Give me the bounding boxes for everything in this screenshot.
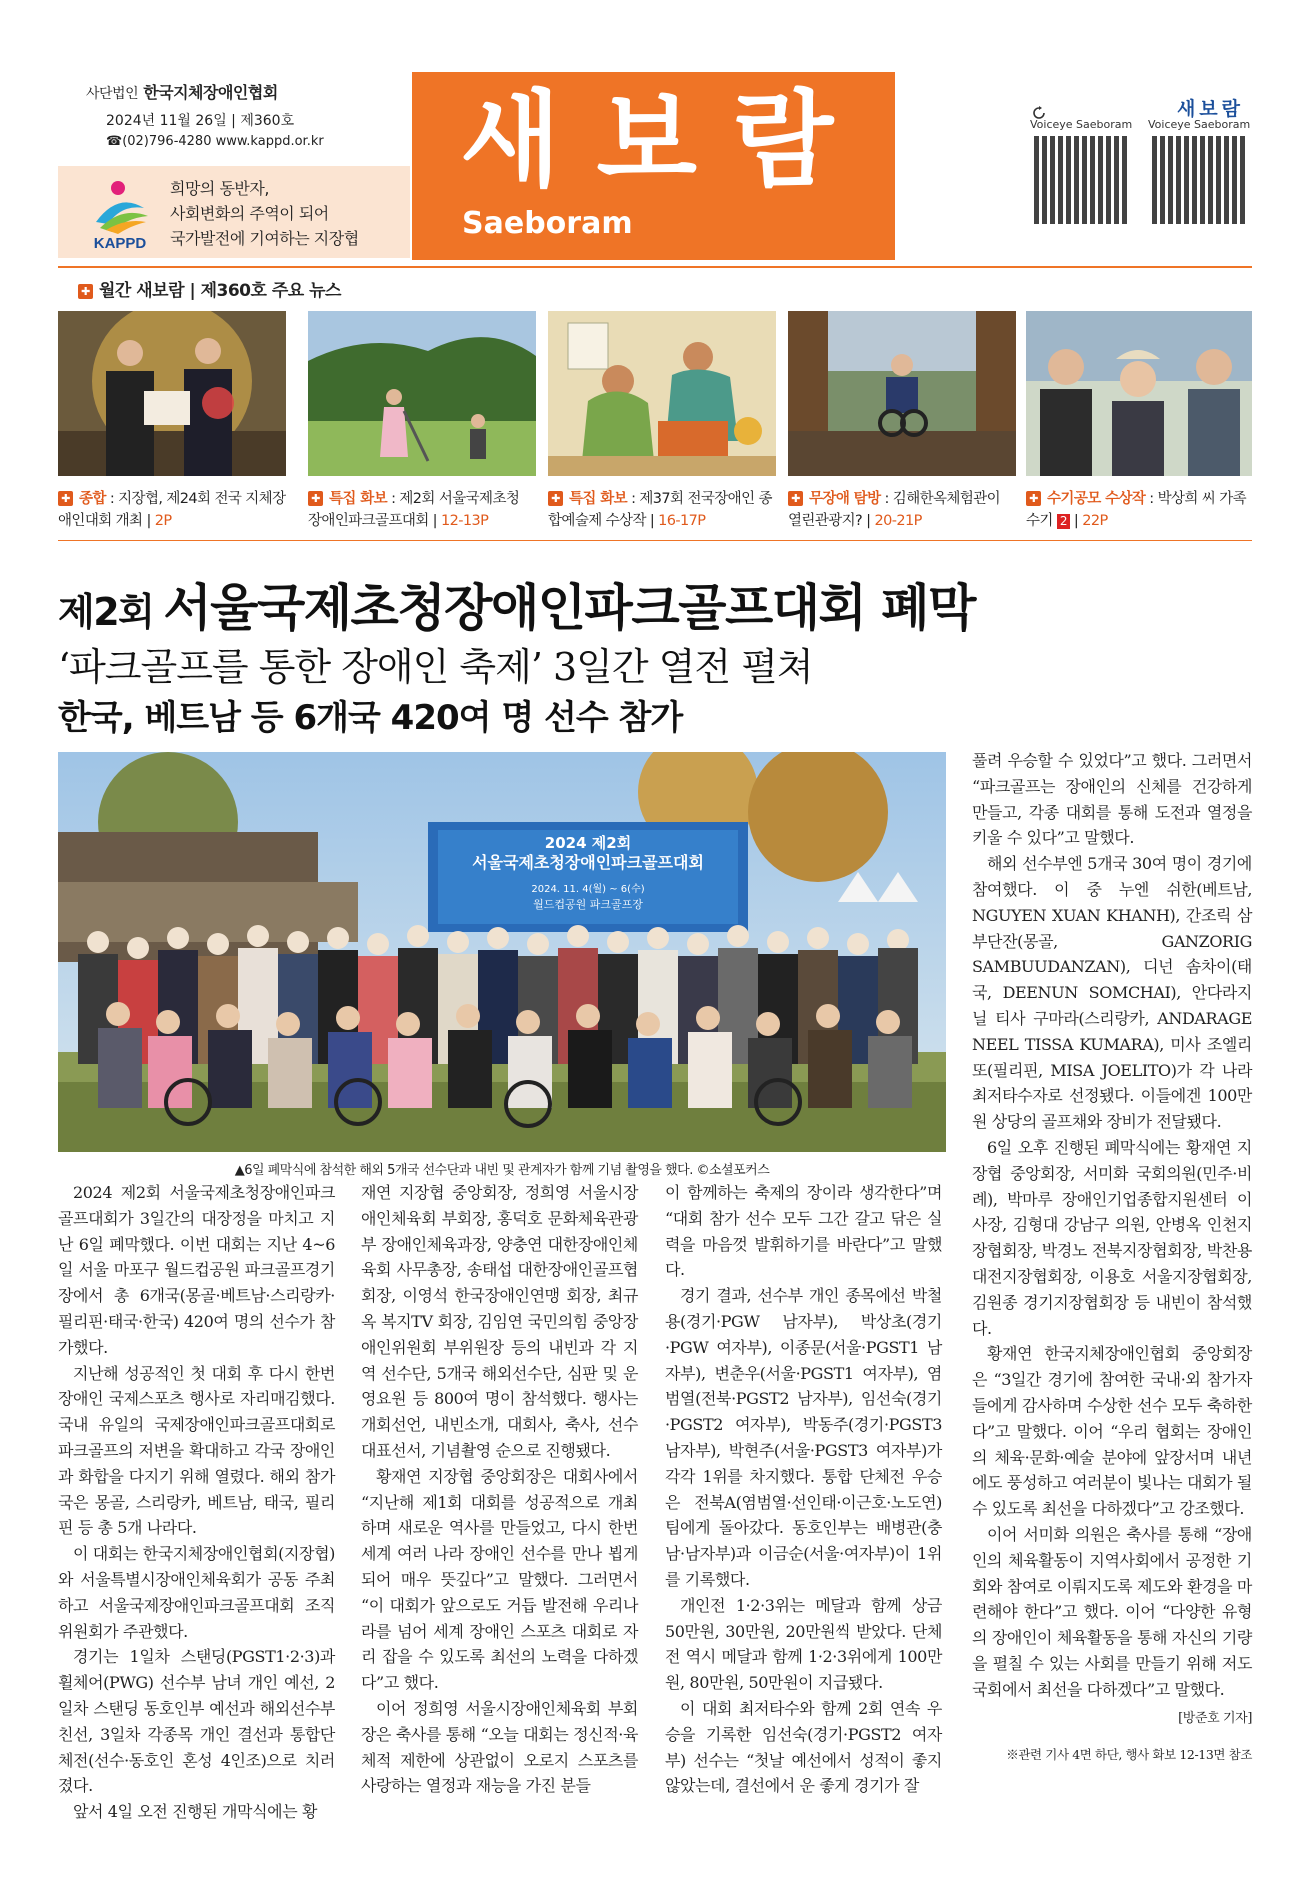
caption-3-text: 제37회 전국장애인 종합예술제 수상작: [548, 491, 772, 529]
paragraph: 2024 제2회 서울국제초청장애인파크골프대회가 3일간의 대장정을 마치고 지난 6일 폐막했다. 이번 대회는 지난 4~6일 서울 마포구 월드컵공원 파크골프경기장에서 총 6개국(몽골·베트남·스리랑카·필리핀·태국·한국) 420여 명의 선수가 참가했다.: [58, 1183, 335, 1357]
byline: [방준호 기자]: [1178, 1711, 1252, 1727]
thumb-3[interactable]: [548, 311, 776, 476]
headline: [58, 568, 975, 640]
paragraph: 이 함께하는 축제의 장이라 생각한다”며 “대회 참가 선수 모두 그간 갈고 닦은 실력을 마음껏 발휘하기를 바란다”고 말했다.: [665, 1183, 942, 1280]
header-divider: [58, 266, 1252, 268]
slogan-box: [58, 166, 410, 258]
body-column-2: [361, 1180, 638, 1799]
strip-divider: [58, 540, 1252, 541]
thumb-1[interactable]: [58, 311, 286, 476]
caption-2-category: 특집 화보: [329, 491, 388, 507]
paragraph: 황재연 한국지체장애인협회 중앙회장은 “3일간 경기에 참여한 국내·외 참가자들에게 감사하며 수상한 선수 모두 축하한다”고 말했다. 이어 “우리 협회는 장애인의 체육·문화·예술 분야에 앞장서며 내년에도 풍성하고 여러분이 빛나는 대회가 될 수 있도록 최선을 다하겠다”고 강조했다.: [972, 1344, 1252, 1519]
caption-2-sep: :: [387, 491, 400, 507]
voiceye-label-2: Voiceye Saeboram: [1148, 118, 1251, 131]
kappd-logo-icon: [82, 178, 158, 250]
strip-marker-icon: ✚: [78, 284, 93, 299]
subheadline-1: ‘파크골프를 통한 장애인 축제’ 3일간 열전 펼쳐: [58, 645, 813, 689]
thumb-4-image: [788, 311, 1016, 476]
slogan-line-1: 희망의 동반자,: [170, 179, 269, 198]
thumb-3-image: [548, 311, 776, 476]
thumb-4[interactable]: [788, 311, 1016, 476]
caption-4[interactable]: ✚ 무장애 탐방 : 김해한옥체험관이 열린관광지? | 20-21P: [788, 491, 1001, 529]
slogan-text: [170, 176, 359, 251]
caption-1-page: 2P: [154, 513, 172, 529]
paragraph: 이 대회 최저타수와 함께 2회 연속 우승을 기록한 임선숙(경기·PGST2 여자부) 선수는 “첫날 예선에서 성적이 좋지 않았는데, 결선에서 운 좋게 경기가 잘: [665, 1698, 942, 1796]
slogan-line-3: 국가발전에 기여하는 지장협: [170, 229, 359, 248]
caption-marker-icon: ✚: [1026, 491, 1041, 506]
thumb-2-image: [308, 311, 536, 476]
caption-4-page: 20-21P: [874, 513, 922, 529]
thumb-5-image: [1026, 311, 1252, 476]
newspaper-title: 새보람: [460, 79, 870, 201]
voiceye-label-1: Voiceye Saeboram: [1030, 118, 1133, 131]
caption-marker-icon: ✚: [548, 491, 563, 506]
paragraph: 이어 정희영 서울시장애인체육회 부회장은 축사를 통해 “오늘 대회는 정신적·육체적 제한에 상관없이 오로지 스포츠를 사랑하는 열정과 재능을 가진 분들: [361, 1698, 638, 1796]
caption-1-category: 종합: [79, 491, 106, 507]
caption-5-text: 박상희 씨 가족 수기: [1026, 491, 1247, 529]
caption-1-sep: :: [105, 491, 119, 507]
voiceye-code-right: [1152, 136, 1248, 224]
paragraph: 앞서 4일 오전 진행된 개막식에는 황: [73, 1802, 317, 1822]
photo-banner-line-2: 서울국제초청장애인파크골프대회: [472, 853, 704, 872]
paragraph: 재연 지장협 중앙회장, 정희영 서울시장애인체육회 부회장, 홍덕호 문화체육관광부 장애인체육과장, 양충연 대한장애인체육회 사무총장, 송태섭 대한장애인골프협회장, 이영석 한국장애인연맹 회장, 최규옥 복지TV 회장, 김임연 국민의힘 중앙장애인위원회 부위원장 등의 내빈과 각 지역 선수단, 5개국 해외선수단, 심판 및 운영요원 등 800여 명이 참석했다. 행사는 개회선언, 내빈소개, 대회사, 축사, 선수 대표선서, 기념촬영 순으로 진행됐다.: [361, 1183, 638, 1460]
paragraph: 이 대회는 한국지체장애인협회(지장협)와 서울특별시장애인체육회가 공동 주최하고 서울국제장애인파크골프대회 조직위원회가 주관했다.: [58, 1544, 335, 1641]
photo-banner-line-3: 2024. 11. 4(월) ~ 6(수): [531, 884, 645, 895]
caption-5[interactable]: ✚ 수기공모 수상작 : 박상희 씨 가족 수기 2 | 22P: [1026, 491, 1247, 529]
subheadline-2: 한국, 베트남 등 6개국 420여 명 선수 참가: [58, 698, 683, 738]
caption-1[interactable]: ✚ 종합 : 지장협, 제24회 전국 지체장애인대회 개최 | 2P: [58, 491, 286, 529]
paragraph: 이어 서미화 의원은 축사를 통해 “장애인의 체육활동이 지역사회에서 공정한 기회와 참여로 이뤄지도록 제도와 환경을 마련해야 한다”고 했다. 이어 “다양한 유형의 장애인이 체육활동을 통해 자신의 기량을 펼칠 수 있는 사회를 만들기 위해 저도 국회에서 최선을 다하겠다”고 말했다.: [972, 1524, 1252, 1699]
strip-title: [78, 276, 341, 301]
publisher: [86, 80, 278, 103]
main-photo: [58, 752, 946, 1152]
caption-1-text: 지장협, 제24회 전국 지체장애인대회 개최: [58, 491, 286, 529]
voiceye-code: [1030, 92, 1252, 232]
publisher-name: 한국지체장애인협회: [143, 83, 278, 102]
caption-5-category: 수기공모 수상작: [1047, 491, 1146, 507]
caption-5-badge: 2: [1057, 514, 1070, 529]
publisher-prefix: 사단법인: [86, 86, 139, 102]
caption-marker-icon: ✚: [788, 491, 803, 506]
caption-4-sep: :: [880, 491, 893, 507]
photo-banner-line-1: 2024 제2회: [544, 834, 632, 852]
caption-marker-icon: ✚: [58, 491, 73, 506]
logo-text: KAPPD: [93, 235, 147, 250]
caption-3-category: 특집 화보: [569, 491, 628, 507]
caption-marker-icon: ✚: [308, 491, 323, 506]
photo-banner-line-4: 월드컵공원 파크골프장: [533, 898, 643, 911]
caption-2-text: 제2회 서울국제초청 장애인파크골프대회: [308, 491, 520, 529]
caption-3[interactable]: ✚ 특집 화보 : 제37회 전국장애인 종합예술제 수상작 | 16-17P: [548, 491, 772, 529]
voiceye-title: 새보람: [1176, 98, 1244, 120]
thumb-2[interactable]: [308, 311, 536, 476]
caption-5-page: 22P: [1082, 513, 1108, 529]
thumb-5[interactable]: [1026, 311, 1254, 476]
contact-info: ☎(02)796-4280 www.kappd.or.kr: [106, 134, 324, 149]
paragraph: 경기 결과, 선수부 개인 종목에선 박철용(경기·PGW 남자부), 박상초(경기·PGW 여자부), 이종문(서울·PGST1 남자부), 변춘우(서울·PGST1 여자부), 염범열(전북·PGST2 남자부), 임선숙(경기·PGST2 여자부), 박동주(경기·PGST3 남자부), 박현주(서울·PGST3 여자부)가 각각 1위를 차지했다. 통합 단체전 우승은 전북A(염범열·선인태·이근호·노도연)팀에게 돌아갔다. 동호인부는 배병관(충남·남자부)과 이금순(서울·여자부)이 1위를 기록했다.: [665, 1286, 942, 1589]
body-column-3: [665, 1180, 942, 1799]
body-column-4: [972, 748, 1252, 1768]
caption-2-page: 12-13P: [440, 513, 489, 529]
caption-3-page: 16-17P: [658, 513, 706, 529]
masthead-info: [58, 72, 410, 262]
thumb-1-image: [58, 311, 286, 476]
paragraph: 지난해 성공적인 첫 대회 후 다시 한번 장애인 국제스포츠 행사로 자리매김했다. 국내 유일의 국제장애인파크골프대회로 파크골프의 저변을 확대하고 각국 장애인과 화합을 다지기 위해 열렸다. 해외 참가국은 몽골, 스리랑카, 베트남, 태국, 필리핀 등 총 5개 나라다.: [58, 1363, 335, 1538]
paragraph: 황재연 지장협 중앙회장은 대회사에서 “지난해 제1회 대회를 성공적으로 개최하며 새로운 역사를 만들었고, 다시 한번 세계 여러 나라 장애인 선수를 만나 뵙게 되어 매우 뜻깊다”고 말했다. 그러면서 “이 대회가 앞으로도 거듭 발전해 우리나라를 넘어 세계 장애인 스포츠 대회로 자리 잡을 수 있도록 최선의 노력을 다하겠다”고 했다.: [361, 1466, 638, 1693]
paragraph: 개인전 1·2·3위는 메달과 함께 상금 50만원, 30만원, 20만원씩 받았다. 단체전 역시 메달과 함께 1·2·3위에게 100만원, 80만원, 50만원이 지급됐다.: [665, 1595, 942, 1693]
paragraph: 풀려 우승할 수 있었다”고 했다. 그러면서 “파크골프는 장애인의 신체를 건강하게 만들고, 각종 대회를 통해 도전과 열정을 키울 수 있다”고 말했다.: [972, 751, 1252, 848]
headline-text: 서울국제초청장애인파크골프대회 폐막: [163, 579, 975, 637]
strip-title-text: 월간 새보람 | 제360호 주요 뉴스: [99, 281, 341, 301]
headline-prefix: 제2회: [58, 590, 154, 634]
caption-2[interactable]: ✚ 특집 화보 : 제2회 서울국제초청 장애인파크골프대회 | 12-13P: [308, 491, 520, 529]
body-column-1: [58, 1180, 335, 1825]
slogan-line-2: 사회변화의 주역이 되어: [170, 204, 329, 223]
caption-4-text: 김해한옥체험관이 열린관광지?: [788, 491, 1001, 529]
paragraph: 경기는 1일차 스탠딩(PGST1·2·3)과 휠체어(PWG) 선수부 남녀 개인 예선, 2일차 스탠딩 동호인부 예선과 해외선수부 친선, 3일차 각종목 개인 결선과 통합단체전(선수·동호인 혼성 4인조)으로 치러졌다.: [58, 1647, 335, 1796]
paragraph: 해외 선수부엔 5개국 30여 명이 경기에 참여했다. 이 중 누엔 쉬한(베트남, NGUYEN XUAN KHANH), 간조릭 삼부단잔(몽골, GANZORIG SAMBUUDANZAN), 디넌 솜차이(태국, DEENUN SOMCHAI), 안다라지 닐 티사 구마라(스리랑카, ANDARAGE NEEL TISSA KUMARA), 미사 조엘리또(필리핀, MISA JOELITO)가 각 나라 최저타수자로 선정됐다. 이들에겐 100만원 상당의 골프채와 장비가 전달됐다.: [972, 854, 1252, 1132]
main-photo-image: [58, 752, 946, 1152]
caption-5-sep: :: [1145, 491, 1158, 507]
related-note: ※관련 기사 4면 하단, 행사 화보 12-13면 참조: [1006, 1747, 1252, 1763]
caption-4-category: 무장애 탐방: [809, 491, 881, 507]
masthead-banner: [412, 72, 895, 260]
newspaper-subtitle: Saeboram: [462, 206, 633, 241]
photo-caption: ▲6일 폐막식에 참석한 해외 5개국 선수단과 내빈 및 관계자가 함께 기념 촬영을 했다. ©소셜포커스: [234, 1163, 770, 1178]
issue-date: 2024년 11월 26일 | 제360호: [106, 113, 295, 129]
voiceye-code-left: [1034, 136, 1130, 224]
caption-3-sep: :: [627, 491, 640, 507]
paragraph: 6일 오후 진행된 폐막식에는 황재연 지장협 중앙회장, 서미화 국회의원(민주·비례), 박마루 장애인기업종합지원센터 이사장, 김형대 강남구 의원, 안병옥 인천지장협회장, 박경노 전북지장협회장, 박찬용 대전지장협회장, 이용호 서울지장협회장, 김원종 경기지장협회장 등 내빈이 참석했다.: [972, 1137, 1252, 1338]
